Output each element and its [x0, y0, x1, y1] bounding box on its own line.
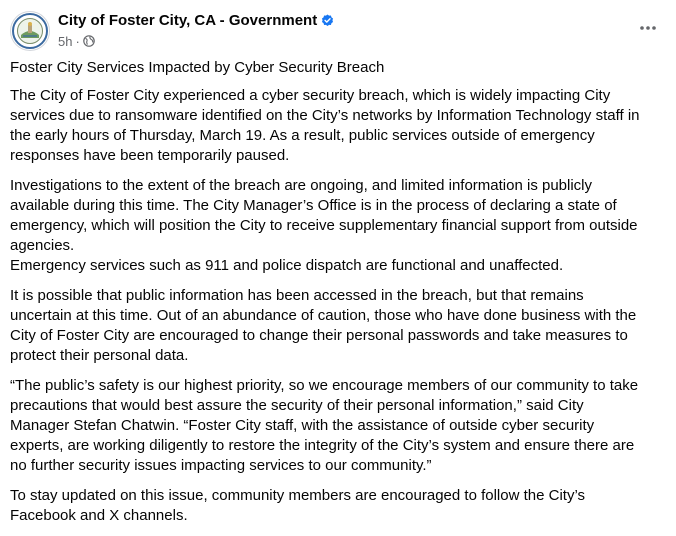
paragraph-line: the early hours of Thursday, March 19. As a result, public services outside of emergency: [10, 127, 595, 144]
paragraph-line: Facebook and X channels.: [10, 507, 188, 524]
post-meta: [58, 10, 334, 51]
verified-badge-icon: [321, 14, 334, 27]
paragraph-line: emergency, which will position the City to receive supplementary financial support from outside: [10, 217, 638, 234]
paragraph-line: services due to ransomware identified on the City’s networks by Information Technology staff in: [10, 107, 640, 124]
paragraph-line: available during this time. The City Manager’s Office is in the process of declaring a state of: [10, 197, 617, 214]
post-paragraph-3: [10, 286, 670, 366]
post-timestamp[interactable]: 5h: [58, 33, 73, 49]
paragraph-line: City of Foster City are encouraged to change their personal passwords and take measures to: [10, 327, 628, 344]
paragraph-line: The City of Foster City experienced a cyber security breach, which is widely impacting City: [10, 87, 611, 104]
post-header: [10, 10, 666, 54]
paragraph-line: To stay updated on this issue, community members are encouraged to follow the City’s: [10, 487, 586, 504]
paragraph-line: Manager Stefan Chatwin. “Foster City staff, with the assistance of outside cyber security: [10, 417, 595, 434]
post-title-text: Foster City Services Impacted by Cyber Security Breach: [10, 59, 385, 76]
paragraph-line: agencies.: [10, 237, 75, 254]
more-options-icon[interactable]: [636, 16, 660, 40]
paragraph-line: uncertain at this time. Out of an abundance of caution, those who have done business with the: [10, 307, 637, 324]
paragraph-line: Emergency services such as 911 and police dispatch are functional and unaffected.: [10, 257, 564, 274]
post-paragraph-1: [10, 86, 670, 166]
paragraph-line: Investigations to the extent of the breach are ongoing, and limited information is publicly: [10, 177, 593, 194]
paragraph-line: responses have been temporarily paused.: [10, 147, 290, 164]
separator-dot: ·: [75, 33, 80, 49]
paragraph-line: experts, are working diligently to restore the integrity of the City’s system and ensure there are: [10, 437, 635, 454]
page-name-link[interactable]: City of Foster City, CA - Government: [58, 11, 318, 29]
post-body: [10, 58, 670, 536]
post-paragraph-4: [10, 376, 670, 476]
post-paragraph-5: [10, 486, 670, 526]
post-title: [10, 58, 670, 78]
paragraph-line: precautions that would best assure the security of their personal information,” said City: [10, 397, 584, 414]
page-name-row: [58, 10, 334, 30]
globe-icon[interactable]: [83, 35, 95, 47]
paragraph-line: It is possible that public information has been accessed in the breach, but that remains: [10, 287, 584, 304]
paragraph-line: “The public’s safety is our highest priority, so we encourage members of our community to take: [10, 377, 639, 394]
city-seal-icon: [11, 12, 49, 50]
paragraph-line: no further security issues impacting services to our community.”: [10, 457, 432, 474]
post-paragraph-2: [10, 176, 670, 276]
paragraph-line: protect their personal data.: [10, 347, 189, 364]
page-avatar[interactable]: [10, 11, 50, 51]
post-subline: [58, 31, 334, 51]
